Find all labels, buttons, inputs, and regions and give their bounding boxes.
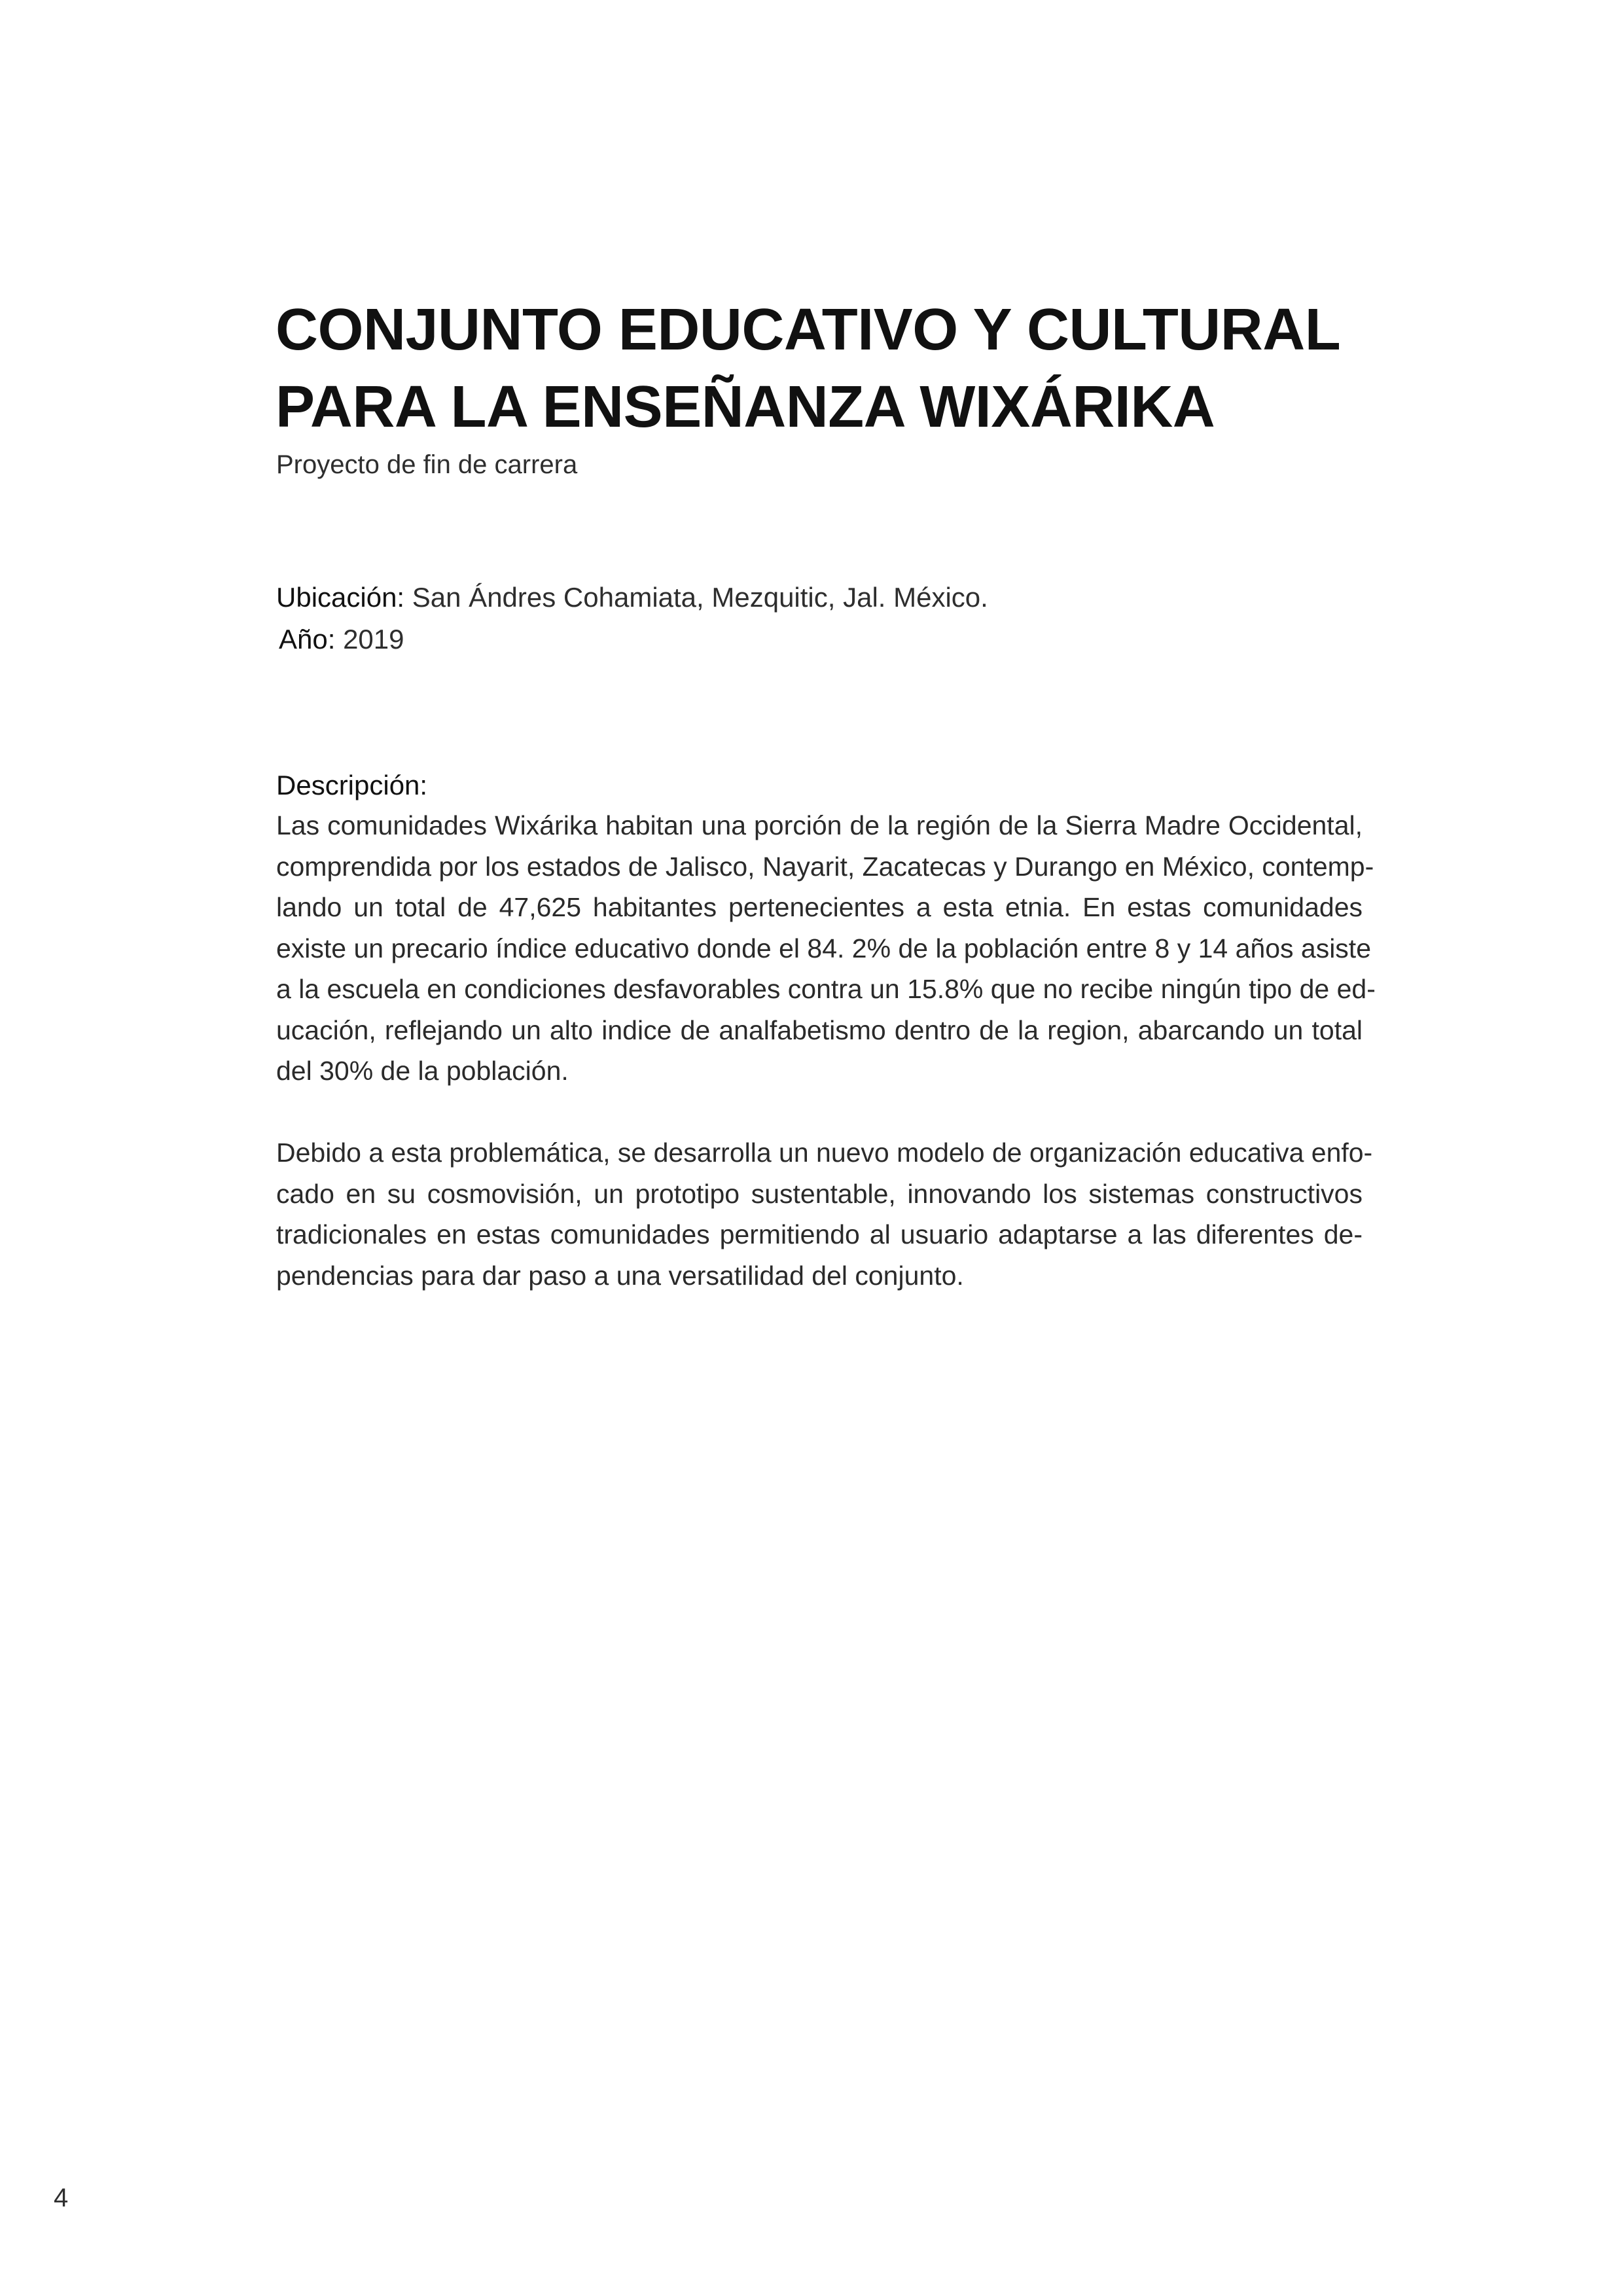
year-row [279, 620, 404, 658]
title-line-1: CONJUNTO EDUCATIVO Y CULTURAL [276, 297, 1341, 363]
year-value: 2019 [335, 624, 404, 655]
description-paragraph-1 [276, 805, 1376, 1092]
title-line-2: PARA LA ENSEÑANZA WIXÁRIKA [276, 374, 1215, 440]
location-value: San Ándres Cohamiata, Mezquitic, Jal. México. [404, 582, 988, 613]
paragraph-line: existe un precario índice educativo donde el 84. 2% de la población entre 8 y 14 años asiste [276, 933, 1371, 963]
description-paragraph-2 [276, 1132, 1373, 1296]
paragraph-line: cado en su cosmovisión, un prototipo sustentable, innovando los sistemas constructivos [276, 1178, 1363, 1209]
paragraph-line: Debido a esta problemática, se desarrolla un nuevo modelo de organización educativa enfo- [276, 1138, 1373, 1168]
paragraph-line: a la escuela en condiciones desfavorables contra un 15.8% que no recibe ningún tipo de ed- [276, 974, 1376, 1004]
paragraph-line: pendencias para dar paso a una versatilidad del conjunto. [276, 1260, 964, 1291]
paragraph-line: lando un total de 47,625 habitantes pertenecientes a esta etnia. En estas comunidades [276, 892, 1363, 922]
paragraph-line: del 30% de la población. [276, 1056, 569, 1086]
description-heading: Descripción: [276, 770, 428, 800]
page-number: 4 [54, 2183, 69, 2212]
paragraph-line: Las comunidades Wixárika habitan una porción de la región de la Sierra Madre Occidental, [276, 810, 1363, 840]
paragraph-line: comprendida por los estados de Jalisco, Nayarit, Zacatecas y Durango en México, contemp- [276, 851, 1374, 882]
location-label: Ubicación: [276, 582, 405, 613]
page-title [276, 291, 1388, 446]
paragraph-line: ucación, reflejando un alto indice de analfabetismo dentro de la region, abarcando un total [276, 1014, 1363, 1045]
subtitle: Proyecto de fin de carrera [276, 450, 578, 479]
paragraph-line: tradicionales en estas comunidades permitiendo al usuario adaptarse a las diferentes de- [276, 1219, 1363, 1249]
year-label: Año: [279, 624, 336, 655]
location-row [276, 579, 988, 617]
